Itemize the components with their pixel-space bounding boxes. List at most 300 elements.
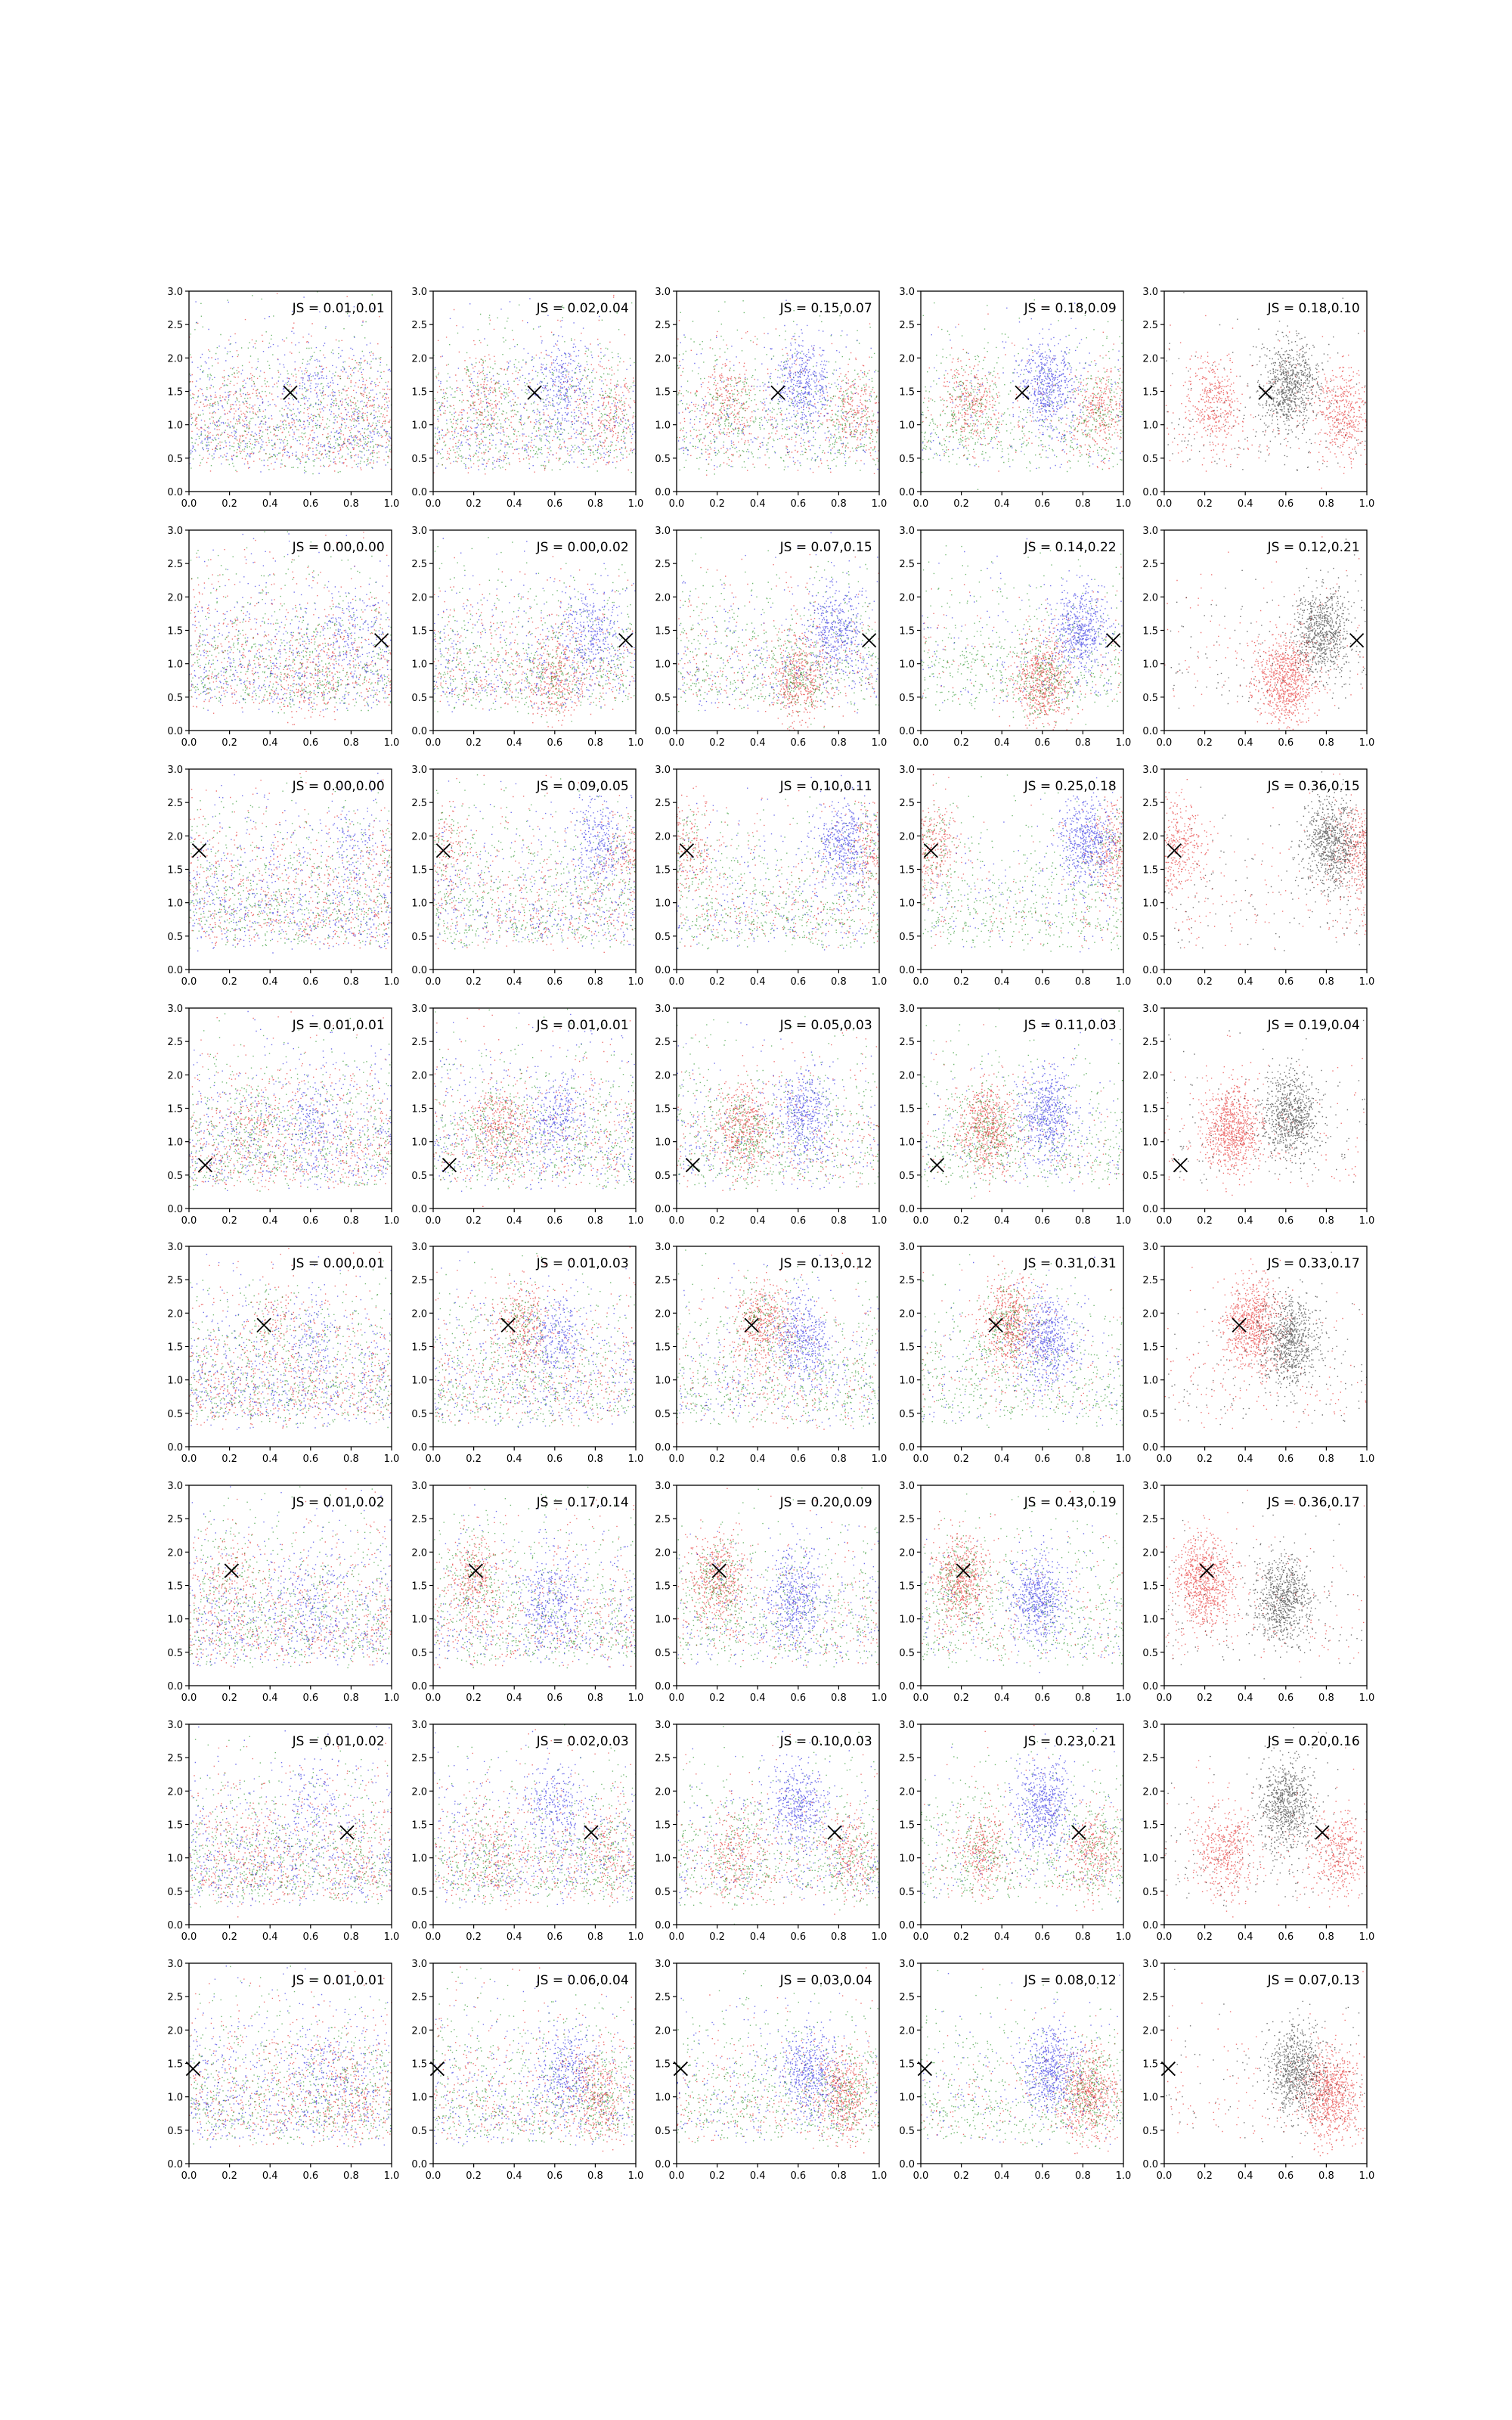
js-annotation: JS = 0.11,0.03 xyxy=(1024,1018,1117,1033)
x-tick-label: 0.0 xyxy=(181,2170,197,2182)
x-tick-label: 0.2 xyxy=(953,737,969,749)
x-tick-label: 0.0 xyxy=(181,1454,197,1465)
y-tick-label: 1.0 xyxy=(167,659,183,671)
x-tick-label: 0.2 xyxy=(1197,1692,1213,1704)
x-tick-label: 0.6 xyxy=(1278,1215,1294,1227)
scatter-points xyxy=(921,299,1124,490)
axes-frame xyxy=(921,530,1123,731)
y-tick-label: 2.0 xyxy=(1142,1070,1158,1082)
y-tick-label: 2.5 xyxy=(167,1275,183,1287)
series-blue-points xyxy=(433,538,637,712)
x-tick-label: 0.8 xyxy=(1075,1692,1091,1704)
x-tick-label: 0.2 xyxy=(466,1931,482,1943)
y-tick-label: 1.5 xyxy=(167,2059,183,2071)
x-tick-label: 0.8 xyxy=(587,1692,603,1704)
x-tick-label: 0.2 xyxy=(1197,1454,1213,1465)
y-tick-label: 1.0 xyxy=(1142,1375,1158,1387)
x-tick-label: 0.6 xyxy=(1278,1454,1294,1465)
y-tick-label: 2.5 xyxy=(655,1037,671,1049)
y-tick-label: 2.5 xyxy=(411,1992,427,2004)
y-tick-label: 2.5 xyxy=(655,1275,671,1287)
y-tick-label: 3.0 xyxy=(655,1720,671,1731)
x-tick-label: 1.0 xyxy=(1359,1692,1375,1704)
series-red-points xyxy=(433,1730,636,1910)
scatter-points xyxy=(921,774,1123,953)
y-tick-label: 1.0 xyxy=(655,898,671,910)
series-blue-points xyxy=(677,1022,878,1190)
x-tick-label: 0.2 xyxy=(953,976,969,988)
x-tick-label: 0.2 xyxy=(709,1215,725,1227)
x-tick-label: 0.2 xyxy=(222,1454,237,1465)
y-tick-label: 2.0 xyxy=(655,831,671,843)
subplot-r6-c1 xyxy=(167,1481,399,1704)
series-green-points xyxy=(433,1253,637,1427)
axes-frame xyxy=(189,291,392,492)
series-red-points xyxy=(433,295,637,475)
x-tick-label: 0.8 xyxy=(831,498,847,510)
x-tick-label: 0.0 xyxy=(668,976,685,988)
x-tick-label: 1.0 xyxy=(627,737,644,749)
y-tick-label: 2.5 xyxy=(899,320,915,332)
x-tick-label: 0.4 xyxy=(1237,2170,1253,2182)
x-tick-label: 0.2 xyxy=(1197,737,1213,749)
y-tick-label: 0.5 xyxy=(411,692,427,704)
x-tick-label: 1.0 xyxy=(871,1931,888,1943)
y-tick-label: 0.0 xyxy=(899,965,915,976)
js-annotation: JS = 0.01,0.01 xyxy=(292,1973,385,1988)
x-tick-label: 0.4 xyxy=(1237,1454,1253,1465)
y-tick-label: 1.0 xyxy=(899,898,915,910)
y-tick-label: 2.5 xyxy=(1142,1514,1158,1526)
x-tick-label: 0.0 xyxy=(668,1454,685,1465)
x-tick-label: 0.8 xyxy=(1318,1454,1334,1465)
y-tick-label: 0.0 xyxy=(411,726,427,737)
x-tick-label: 1.0 xyxy=(1359,1931,1375,1943)
y-tick-label: 3.0 xyxy=(899,765,915,776)
series-red-points xyxy=(1164,1748,1367,1918)
x-tick-label: 0.2 xyxy=(222,1692,237,1704)
scatter-points xyxy=(921,1969,1124,2154)
y-tick-label: 1.5 xyxy=(411,625,427,638)
x-tick-label: 0.0 xyxy=(425,1454,442,1465)
x-tick-label: 0.6 xyxy=(1278,1931,1294,1943)
js-annotation: JS = 0.08,0.12 xyxy=(1024,1973,1117,1988)
y-tick-label: 0.5 xyxy=(1142,1408,1158,1420)
y-tick-label: 1.0 xyxy=(1142,898,1158,910)
js-annotation: JS = 0.20,0.16 xyxy=(1267,1734,1360,1749)
x-marker xyxy=(501,1318,515,1332)
js-annotation: JS = 0.07,0.13 xyxy=(1267,1973,1360,1988)
x-tick-label: 1.0 xyxy=(1115,976,1132,988)
y-tick-label: 3.0 xyxy=(655,765,671,776)
x-tick-label: 0.2 xyxy=(953,2170,969,2182)
subplot-r1-c2 xyxy=(411,287,643,510)
series-blue-points xyxy=(925,777,1124,953)
x-marker xyxy=(863,634,876,647)
y-tick-label: 3.0 xyxy=(411,1481,427,1492)
y-tick-label: 0.5 xyxy=(899,2125,915,2137)
scatter-points xyxy=(189,1727,392,1918)
y-tick-label: 2.0 xyxy=(167,1308,183,1320)
x-marker xyxy=(619,634,633,647)
y-tick-label: 0.0 xyxy=(655,726,671,737)
x-tick-label: 0.4 xyxy=(1237,1931,1253,1943)
js-annotation: JS = 0.33,0.17 xyxy=(1267,1256,1360,1271)
y-tick-label: 2.0 xyxy=(1142,1786,1158,1798)
series-red-points xyxy=(677,1029,880,1191)
y-tick-label: 1.5 xyxy=(167,864,183,876)
y-tick-label: 3.0 xyxy=(899,1242,915,1253)
y-tick-label: 2.5 xyxy=(655,798,671,810)
js-annotation: JS = 0.01,0.01 xyxy=(292,301,385,316)
scatter-points xyxy=(433,295,637,475)
x-tick-label: 0.8 xyxy=(1075,498,1091,510)
x-tick-label: 0.4 xyxy=(262,498,278,510)
x-marker xyxy=(375,634,389,647)
x-tick-label: 1.0 xyxy=(627,498,644,510)
x-tick-label: 0.6 xyxy=(1034,2170,1051,2182)
y-tick-label: 3.0 xyxy=(1142,1004,1158,1015)
scatter-points xyxy=(1164,536,1366,731)
x-tick-label: 0.6 xyxy=(547,1692,563,1704)
y-tick-label: 1.5 xyxy=(899,2059,915,2071)
y-tick-label: 2.0 xyxy=(1142,1308,1158,1320)
y-tick-label: 3.0 xyxy=(411,1242,427,1253)
x-tick-label: 0.2 xyxy=(709,976,725,988)
y-tick-label: 0.5 xyxy=(1142,692,1158,704)
x-tick-label: 0.2 xyxy=(1197,1931,1213,1943)
scatter-points xyxy=(1164,1020,1368,1196)
y-tick-label: 3.0 xyxy=(899,526,915,537)
x-marker xyxy=(436,844,450,858)
y-tick-label: 1.5 xyxy=(655,1342,671,1354)
subplot-r2-c5 xyxy=(1142,526,1374,749)
y-tick-label: 1.0 xyxy=(1142,1614,1158,1626)
y-tick-label: 2.5 xyxy=(411,1753,427,1765)
axes-frame xyxy=(189,769,392,970)
axes-frame xyxy=(1164,1724,1367,1925)
x-tick-label: 0.2 xyxy=(953,1692,969,1704)
y-tick-label: 1.0 xyxy=(899,1137,915,1149)
subplot-r5-c1 xyxy=(167,1242,399,1465)
x-tick-label: 0.6 xyxy=(790,737,807,749)
x-tick-label: 0.6 xyxy=(1034,1454,1051,1465)
y-tick-label: 3.0 xyxy=(1142,1959,1158,1970)
y-tick-label: 0.0 xyxy=(167,487,183,498)
series-red-points xyxy=(922,1491,1123,1662)
x-tick-label: 0.2 xyxy=(953,1931,969,1943)
scatter-points xyxy=(1166,292,1368,489)
x-tick-label: 0.0 xyxy=(668,1931,685,1943)
y-tick-label: 0.5 xyxy=(899,692,915,704)
scatter-points xyxy=(921,1009,1124,1199)
x-tick-label: 0.8 xyxy=(1318,976,1334,988)
series-blue-points xyxy=(189,773,392,954)
subplot-r4-c1 xyxy=(167,1004,399,1227)
x-tick-label: 0.0 xyxy=(912,1454,929,1465)
scatter-points xyxy=(189,1486,392,1668)
y-tick-label: 0.5 xyxy=(411,931,427,943)
series-green-points xyxy=(190,1965,392,2146)
series-green-points xyxy=(433,302,637,473)
scatter-points xyxy=(433,1966,637,2152)
x-tick-label: 0.0 xyxy=(1156,2170,1173,2182)
y-tick-label: 1.0 xyxy=(1142,2092,1158,2104)
y-tick-label: 2.5 xyxy=(655,320,671,332)
y-tick-label: 0.5 xyxy=(167,1408,183,1420)
series-black-points xyxy=(1170,538,1367,709)
y-tick-label: 2.5 xyxy=(655,1514,671,1526)
y-tick-label: 1.5 xyxy=(655,1820,671,1832)
y-tick-label: 1.5 xyxy=(167,1581,183,1593)
y-tick-label: 0.0 xyxy=(1142,1920,1158,1931)
series-red-points xyxy=(1167,1971,1365,2156)
y-tick-label: 1.0 xyxy=(167,420,183,432)
x-tick-label: 0.4 xyxy=(993,1931,1010,1943)
y-tick-label: 2.0 xyxy=(655,592,671,604)
y-tick-label: 2.0 xyxy=(167,1547,183,1559)
y-tick-label: 0.0 xyxy=(899,487,915,498)
x-tick-label: 0.6 xyxy=(1278,737,1294,749)
y-tick-label: 0.0 xyxy=(167,726,183,737)
subplot-r4-c3 xyxy=(655,1004,887,1227)
y-tick-label: 1.5 xyxy=(411,2059,427,2071)
js-annotation: JS = 0.03,0.04 xyxy=(779,1973,872,1988)
x-tick-label: 1.0 xyxy=(1359,1215,1375,1227)
y-tick-label: 2.0 xyxy=(167,2025,183,2037)
x-tick-label: 0.8 xyxy=(1075,976,1091,988)
series-black-points xyxy=(1166,1020,1368,1184)
js-annotation: JS = 0.00,0.01 xyxy=(292,1256,385,1271)
y-tick-label: 3.0 xyxy=(1142,287,1158,298)
x-tick-label: 0.6 xyxy=(302,976,319,988)
y-tick-label: 2.0 xyxy=(899,353,915,365)
y-tick-label: 0.5 xyxy=(1142,2125,1158,2137)
x-tick-label: 0.4 xyxy=(993,1215,1010,1227)
y-tick-label: 2.5 xyxy=(1142,1275,1158,1287)
js-annotation: JS = 0.43,0.19 xyxy=(1024,1495,1117,1510)
scatter-points xyxy=(677,300,880,476)
series-blue-points xyxy=(434,1252,636,1428)
y-tick-label: 3.0 xyxy=(167,1959,183,1970)
series-green-points xyxy=(434,1968,637,2146)
y-tick-label: 2.0 xyxy=(167,592,183,604)
y-tick-label: 1.0 xyxy=(167,1853,183,1865)
x-tick-label: 0.0 xyxy=(181,976,197,988)
y-tick-label: 3.0 xyxy=(167,765,183,776)
x-tick-label: 0.0 xyxy=(425,498,442,510)
y-tick-label: 0.5 xyxy=(655,692,671,704)
y-tick-label: 2.0 xyxy=(899,2025,915,2037)
x-tick-label: 0.0 xyxy=(1156,1931,1173,1943)
y-tick-label: 1.0 xyxy=(411,2092,427,2104)
x-tick-label: 0.2 xyxy=(222,1215,237,1227)
axes-frame xyxy=(1164,1963,1367,2164)
y-tick-label: 3.0 xyxy=(655,287,671,298)
x-tick-label: 0.2 xyxy=(709,737,725,749)
subplot-r3-c4 xyxy=(899,765,1131,988)
series-blue-points xyxy=(680,1255,880,1429)
y-tick-label: 3.0 xyxy=(167,1242,183,1253)
x-tick-label: 0.8 xyxy=(1318,1931,1334,1943)
x-tick-label: 0.4 xyxy=(1237,1215,1253,1227)
js-annotation: JS = 0.01,0.02 xyxy=(292,1495,385,1510)
x-tick-label: 1.0 xyxy=(383,1931,400,1943)
x-tick-label: 0.8 xyxy=(587,2170,603,2182)
scatter-points xyxy=(677,1249,880,1429)
js-annotation: JS = 0.12,0.21 xyxy=(1267,540,1360,555)
series-red-points xyxy=(921,1969,1122,2154)
subplot-r5-c2 xyxy=(411,1242,643,1465)
x-tick-label: 0.6 xyxy=(302,1931,319,1943)
series-red-points xyxy=(1165,1258,1368,1429)
x-tick-label: 0.8 xyxy=(1075,1931,1091,1943)
y-tick-label: 0.0 xyxy=(899,1681,915,1692)
x-marker xyxy=(1107,634,1120,647)
scatter-points xyxy=(189,771,392,953)
x-tick-label: 0.8 xyxy=(1318,1692,1334,1704)
subplot-r2-c4 xyxy=(899,526,1131,749)
y-tick-label: 0.5 xyxy=(167,1886,183,1898)
x-tick-label: 0.0 xyxy=(425,1692,442,1704)
scatter-points xyxy=(1166,1969,1365,2158)
scatter-points xyxy=(677,1726,880,1925)
series-green-points xyxy=(189,1261,392,1429)
y-tick-label: 2.5 xyxy=(655,1753,671,1765)
y-tick-label: 2.5 xyxy=(411,1037,427,1049)
series-blue-points xyxy=(434,1731,637,1908)
y-tick-label: 1.5 xyxy=(1142,2059,1158,2071)
y-tick-label: 2.0 xyxy=(899,831,915,843)
scatter-points xyxy=(677,775,880,952)
x-tick-label: 0.6 xyxy=(1278,976,1294,988)
axes-frame xyxy=(921,1246,1123,1447)
x-tick-label: 0.4 xyxy=(262,2170,278,2182)
series-blue-points xyxy=(677,775,880,951)
y-tick-label: 0.0 xyxy=(655,487,671,498)
y-tick-label: 1.5 xyxy=(899,1820,915,1832)
x-tick-label: 0.4 xyxy=(749,737,766,749)
y-tick-label: 2.5 xyxy=(899,1992,915,2004)
y-tick-label: 3.0 xyxy=(167,526,183,537)
y-tick-label: 1.5 xyxy=(1142,625,1158,638)
x-tick-label: 1.0 xyxy=(383,737,400,749)
js-annotation: JS = 0.19,0.04 xyxy=(1267,1018,1360,1033)
x-tick-label: 0.0 xyxy=(1156,1692,1173,1704)
series-red-points xyxy=(922,306,1124,472)
x-tick-label: 0.8 xyxy=(343,2170,359,2182)
x-tick-label: 0.0 xyxy=(1156,1454,1173,1465)
y-tick-label: 1.0 xyxy=(655,1614,671,1626)
y-tick-label: 2.0 xyxy=(655,353,671,365)
x-tick-label: 0.2 xyxy=(222,498,237,510)
y-tick-label: 0.5 xyxy=(655,453,671,465)
y-tick-label: 1.5 xyxy=(899,386,915,399)
subplot-r2-c1 xyxy=(167,526,399,749)
series-red-points xyxy=(923,1255,1121,1411)
y-tick-label: 1.0 xyxy=(167,1614,183,1626)
x-tick-label: 0.4 xyxy=(749,1215,766,1227)
y-tick-label: 3.0 xyxy=(899,1720,915,1731)
series-green-points xyxy=(677,300,880,475)
js-annotation: JS = 0.10,0.03 xyxy=(779,1734,872,1749)
x-tick-label: 0.0 xyxy=(425,2170,442,2182)
x-tick-label: 0.6 xyxy=(790,1931,807,1943)
y-tick-label: 3.0 xyxy=(655,1242,671,1253)
y-tick-label: 0.0 xyxy=(1142,726,1158,737)
x-tick-label: 0.4 xyxy=(506,737,522,749)
x-tick-label: 0.6 xyxy=(1034,1692,1051,1704)
js-annotation: JS = 0.01,0.02 xyxy=(292,1734,385,1749)
x-tick-label: 0.4 xyxy=(506,1215,522,1227)
y-tick-label: 1.0 xyxy=(899,1614,915,1626)
x-tick-label: 1.0 xyxy=(1115,1692,1132,1704)
y-tick-label: 1.5 xyxy=(655,864,671,876)
y-tick-label: 1.0 xyxy=(655,2092,671,2104)
axes-frame xyxy=(677,1724,879,1925)
x-tick-label: 0.4 xyxy=(1237,737,1253,749)
x-tick-label: 0.2 xyxy=(953,1215,969,1227)
y-tick-label: 0.5 xyxy=(655,1408,671,1420)
x-marker xyxy=(918,2062,931,2076)
y-tick-label: 2.0 xyxy=(411,1070,427,1082)
y-tick-label: 2.0 xyxy=(1142,1547,1158,1559)
y-tick-label: 1.0 xyxy=(411,898,427,910)
x-marker xyxy=(828,1826,841,1839)
axes-frame xyxy=(433,1246,636,1447)
x-tick-label: 0.6 xyxy=(1034,498,1051,510)
x-tick-label: 0.8 xyxy=(1075,1215,1091,1227)
x-tick-label: 1.0 xyxy=(871,1215,888,1227)
x-tick-label: 0.2 xyxy=(466,1692,482,1704)
y-tick-label: 0.0 xyxy=(655,965,671,976)
y-tick-label: 0.0 xyxy=(411,487,427,498)
axes-frame xyxy=(189,1008,392,1208)
y-tick-label: 0.5 xyxy=(1142,931,1158,943)
y-tick-label: 0.5 xyxy=(167,931,183,943)
y-tick-label: 1.5 xyxy=(899,1342,915,1354)
subplot-r8-c4 xyxy=(899,1959,1131,2182)
x-marker xyxy=(674,2062,687,2076)
series-blue-points xyxy=(678,1514,880,1666)
y-tick-label: 1.0 xyxy=(411,1853,427,1865)
x-tick-label: 0.6 xyxy=(790,498,807,510)
scatter-points xyxy=(433,537,637,728)
x-tick-label: 0.6 xyxy=(302,1215,319,1227)
x-tick-label: 0.8 xyxy=(343,1454,359,1465)
x-tick-label: 0.4 xyxy=(506,1931,522,1943)
y-tick-label: 0.0 xyxy=(1142,965,1158,976)
x-tick-label: 0.2 xyxy=(953,1454,969,1465)
axes-frame xyxy=(433,530,636,731)
x-tick-label: 0.0 xyxy=(425,976,442,988)
y-tick-label: 0.0 xyxy=(167,965,183,976)
x-tick-label: 1.0 xyxy=(871,976,888,988)
y-tick-label: 1.5 xyxy=(655,386,671,399)
y-tick-label: 1.0 xyxy=(899,420,915,432)
y-tick-label: 0.0 xyxy=(167,1681,183,1692)
subplot-r1-c1 xyxy=(167,287,399,510)
series-blue-points xyxy=(435,298,637,470)
y-tick-label: 1.0 xyxy=(655,420,671,432)
x-tick-label: 1.0 xyxy=(1115,2170,1132,2182)
subplot-r6-c2 xyxy=(411,1481,643,1704)
x-tick-label: 0.0 xyxy=(912,737,929,749)
subplot-r3-c3 xyxy=(655,765,887,988)
x-tick-label: 1.0 xyxy=(871,1692,888,1704)
x-tick-label: 1.0 xyxy=(1115,1215,1132,1227)
y-tick-label: 0.0 xyxy=(899,1204,915,1215)
